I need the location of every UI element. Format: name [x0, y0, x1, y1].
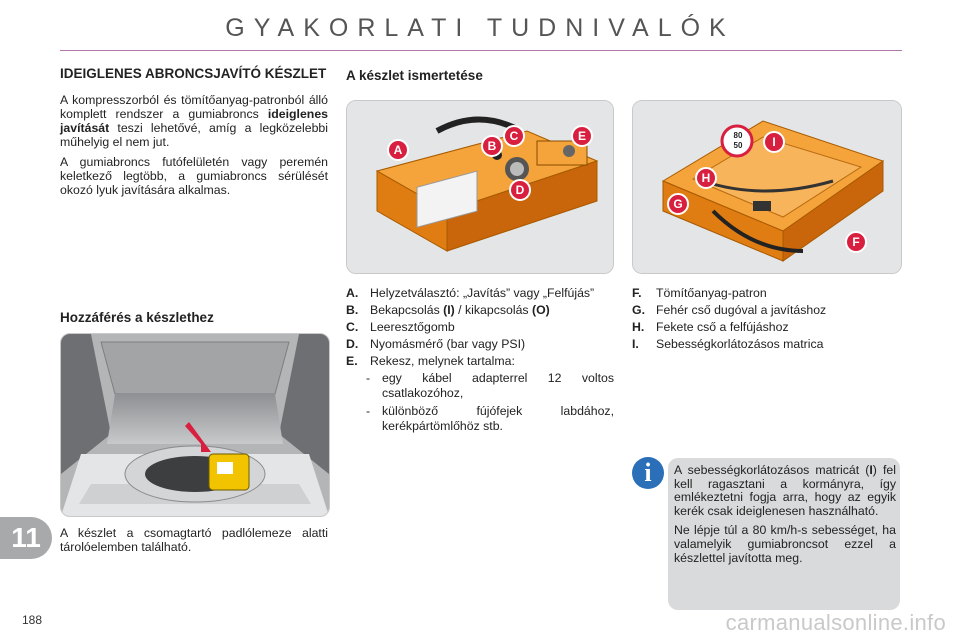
item-text: Helyzetválasztó: „Javítás” vagy „Felfújás”: [370, 286, 595, 300]
intro-paragraph: [60, 93, 328, 149]
sub-list-item: [346, 404, 614, 434]
info-paragraph-2: Ne lépje túl a 80 km/h-s sebességet, ha valamelyik gumiabroncsot ezzel a készlettel javította meg.: [674, 523, 896, 565]
header-divider: [60, 50, 902, 51]
intro-text-2: teszi lehetővé, amíg a legközelebbi műhelyig el nem jut.: [60, 121, 328, 149]
component-list-a-e: [346, 286, 614, 437]
item-text: Fekete cső a felfújáshoz: [656, 320, 789, 334]
info-paragraph-1: [674, 464, 896, 518]
list-item: [346, 286, 614, 301]
item-letter: H.: [632, 320, 645, 334]
item-text: Nyomásmérő (bar vagy PSI): [370, 337, 526, 351]
item-letter: B.: [346, 303, 359, 317]
item-letter: A.: [346, 286, 359, 300]
kit-front-image: [346, 100, 614, 274]
access-heading: Hozzáférés a készlethez: [60, 310, 214, 325]
callout-a: A: [387, 139, 409, 161]
item-letter: F.: [632, 286, 642, 300]
sub-list-item: [346, 371, 614, 401]
intro-bold: ideiglenes javítását: [60, 107, 328, 135]
item-text: Fehér cső dugóval a javításhoz: [656, 303, 827, 317]
callout-h: H: [695, 167, 717, 189]
page-header-title: GYAKORLATI TUDNIVALÓK: [225, 14, 735, 42]
info-bold: I: [869, 463, 873, 477]
chapter-tab: 11: [0, 517, 52, 559]
item-text: [370, 303, 614, 318]
item-text-part: / kikapcsolás: [454, 303, 532, 317]
callout-f: F: [845, 231, 867, 253]
speed-sticker-bottom: 50: [733, 141, 743, 150]
list-item: [632, 337, 900, 352]
kit-front-illustration: [347, 101, 613, 273]
page-number: 188: [22, 613, 43, 627]
item-text-part: Bekapcsolás: [370, 303, 444, 317]
item-text: Rekesz, melynek tartalma:: [370, 354, 515, 368]
item-letter: I.: [632, 337, 639, 351]
item-letter: C.: [346, 320, 359, 334]
item-letter: D.: [346, 337, 359, 351]
intro-text-1: A kompresszorból és tömítőanyag-patronból álló komplett rendszer a gumiabroncs: [60, 93, 328, 121]
kit-description-heading: A készlet ismertetése: [346, 68, 483, 83]
list-item: [632, 320, 900, 335]
list-item: [346, 303, 614, 318]
speed-sticker-top: 80: [733, 131, 743, 140]
item-text: Sebességkorlátozásos matrica: [656, 337, 824, 351]
list-item: [346, 337, 614, 352]
info-text-part: ) fel kell ragasztani a kormányra, így emlékeztetni fogja arra, hogy az egyik kerék csak ideiglenesen használható.: [674, 463, 896, 518]
trunk-caption: A készlet a csomagtartó padlólemeze alatti tárolóelemben található.: [60, 526, 328, 554]
item-text: Tömítőanyag-patron: [656, 286, 767, 300]
list-item: [632, 286, 900, 301]
callout-c: C: [503, 125, 525, 147]
kit-back-image: [632, 100, 902, 274]
component-list-f-i: [632, 286, 900, 354]
callout-g: G: [667, 193, 689, 215]
usage-paragraph: A gumiabroncs futófelületén vagy peremén keletkező legtöbb, a gumiabroncs sérülését okozó lyuk javítására alkalmas.: [60, 155, 328, 197]
list-item: [632, 303, 900, 318]
list-item: [346, 320, 614, 335]
callout-b: B: [481, 135, 503, 157]
info-text: [674, 464, 896, 571]
trunk-image: [60, 333, 330, 517]
info-icon: i: [632, 457, 664, 489]
sub-item-text: egy kábel adapterrel 12 voltos csatlakozóhoz,: [382, 371, 614, 400]
item-text: Leeresztőgomb: [370, 320, 455, 334]
dash-marker: -: [366, 371, 371, 385]
callout-i: I: [763, 131, 785, 153]
info-text-part: A sebességkorlátozásos matricát (: [674, 463, 870, 477]
dash-marker: -: [366, 404, 371, 418]
callout-e: E: [571, 125, 593, 147]
item-letter: G.: [632, 303, 645, 317]
trunk-illustration: [61, 334, 329, 516]
left-column: [60, 66, 328, 203]
list-item: [346, 354, 614, 369]
item-bold-on: (I): [443, 303, 455, 317]
item-bold-off: (O): [531, 303, 550, 317]
callout-d: D: [509, 179, 531, 201]
watermark: carmanualsonline.info: [725, 610, 946, 635]
item-letter: E.: [346, 354, 358, 368]
sub-item-text: különböző fújófejek labdához, kerékpártömlőhöz stb.: [382, 404, 614, 433]
section-heading-repair-kit: IDEIGLENES ABRONCSJAVÍTÓ KÉSZLET: [60, 66, 327, 81]
